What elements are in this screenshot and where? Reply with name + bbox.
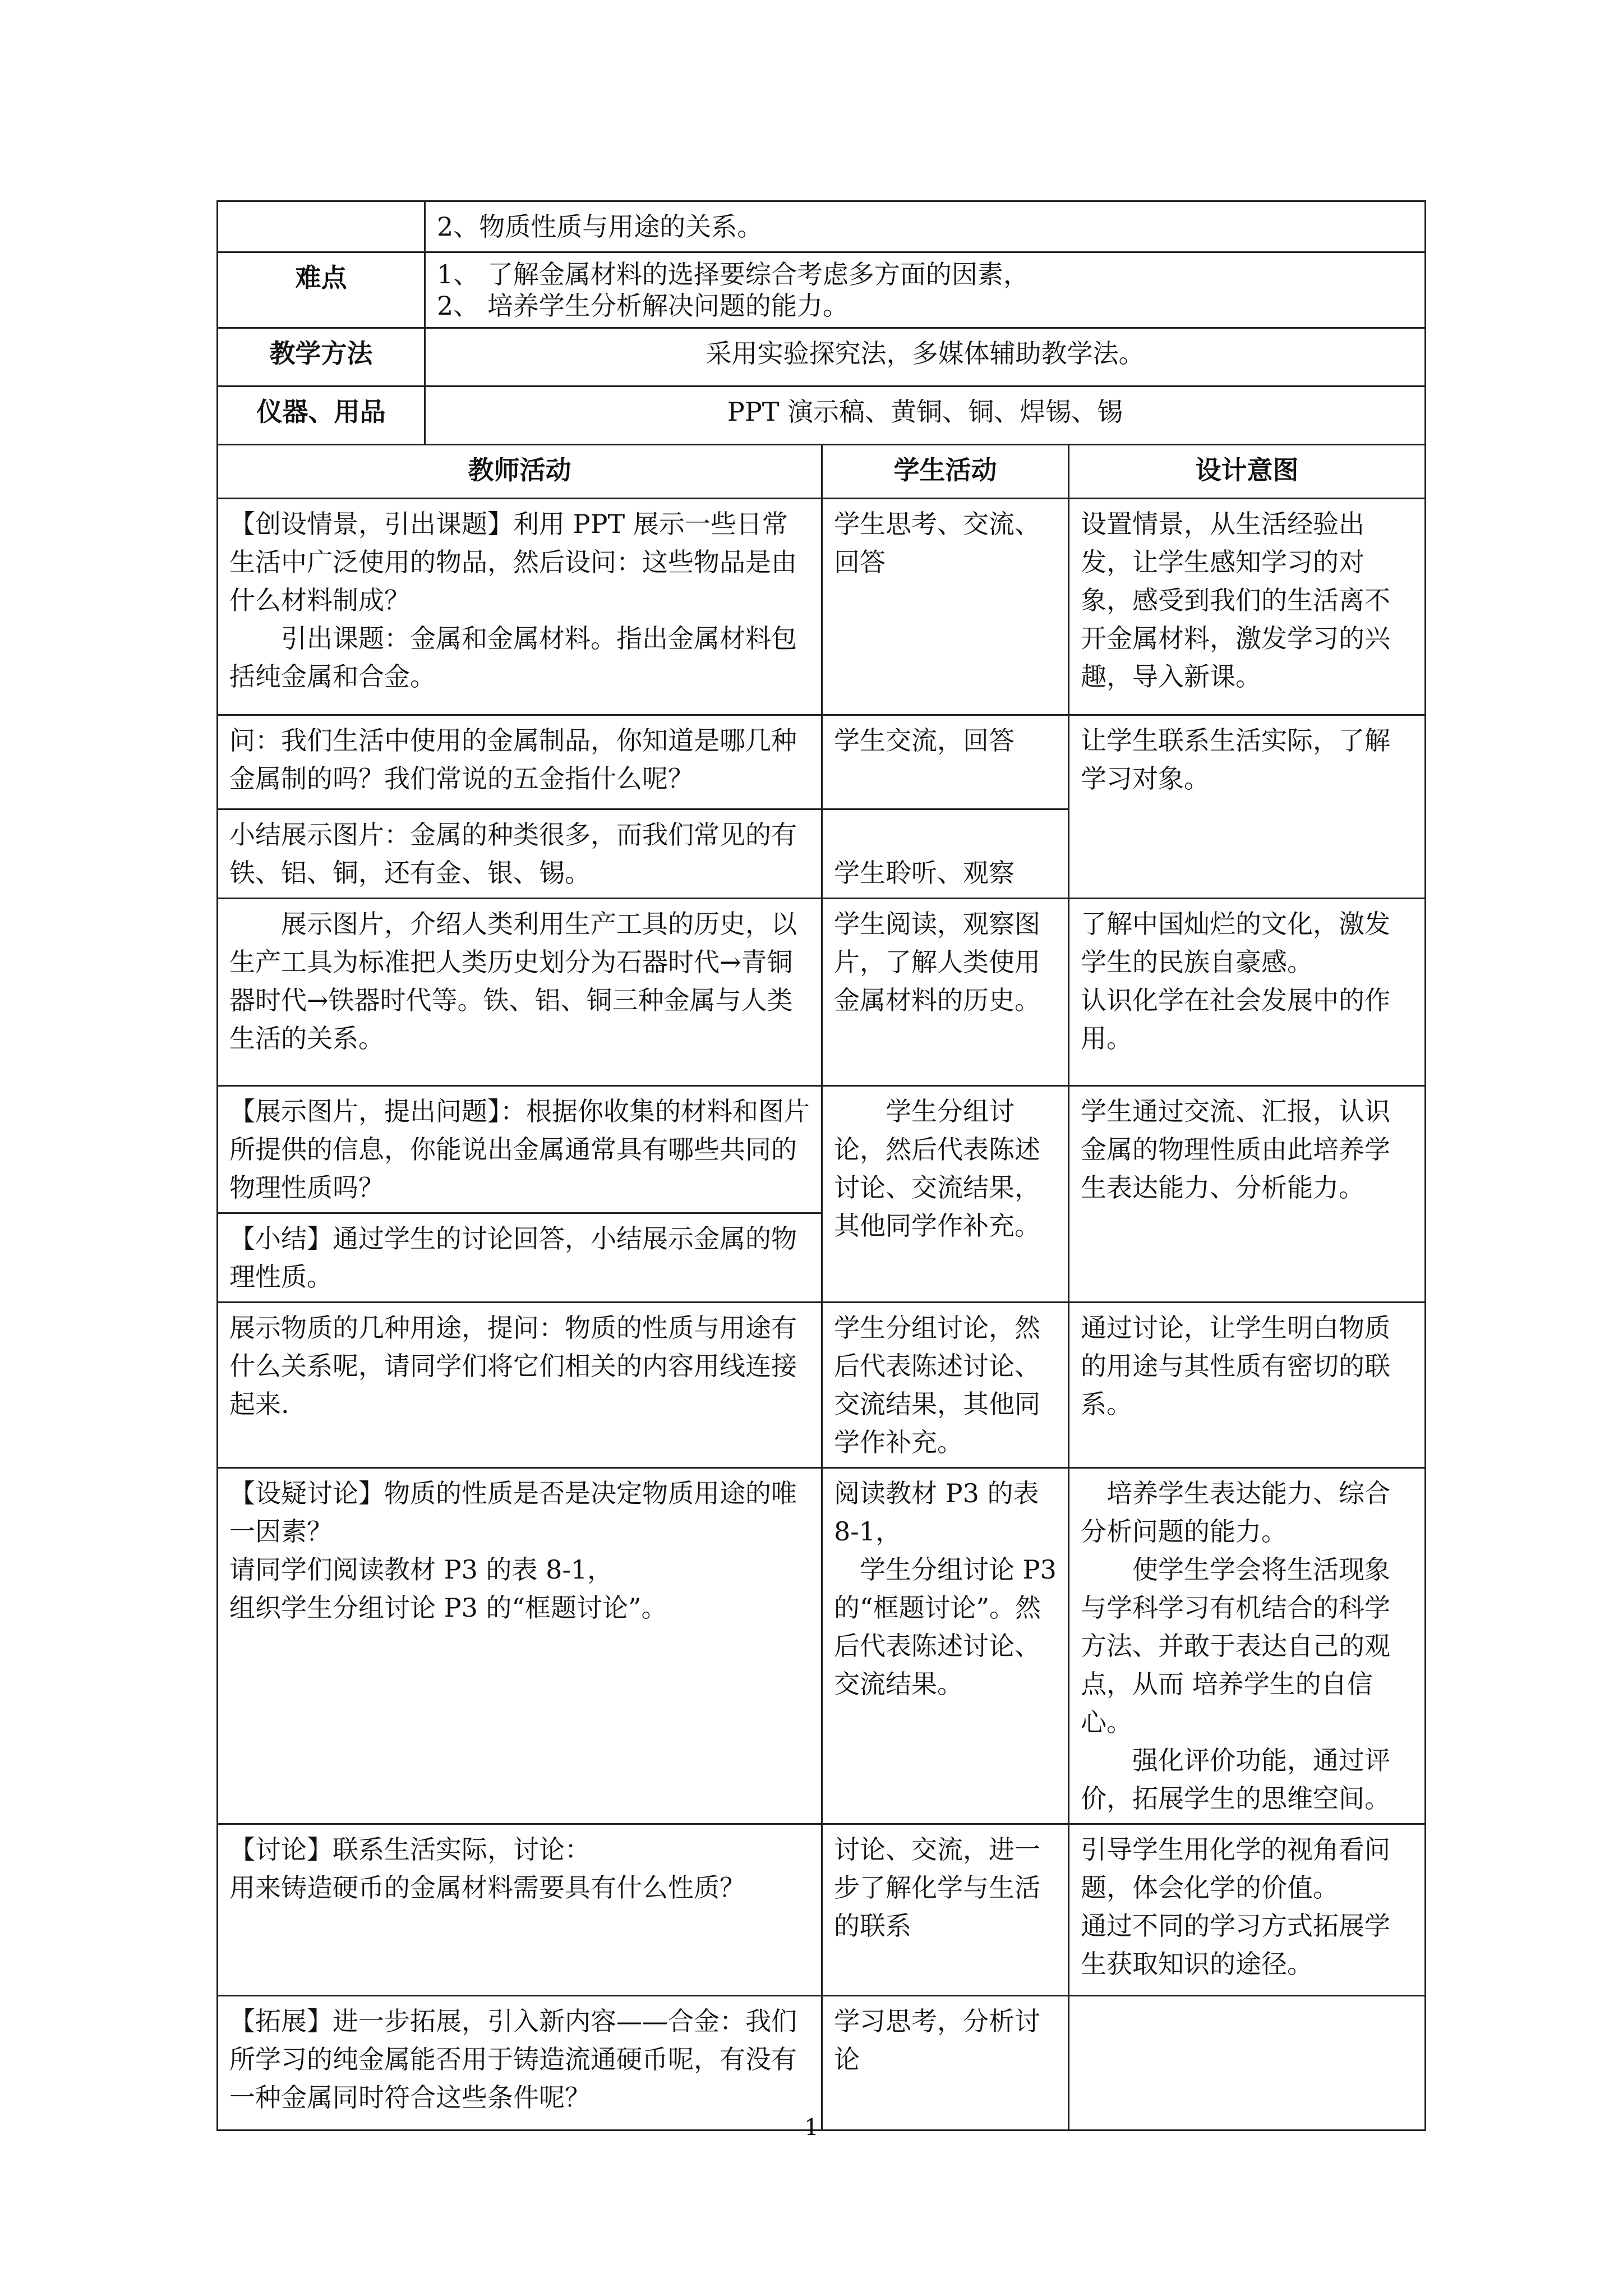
table-row	[218, 1824, 1426, 1996]
text-line: 阅读教材 P3 的表 8-1，	[834, 1478, 1039, 1547]
text-line: 【创设情景，引出课题】利用 PPT 展示一些日常生活中广泛使用的物品，然后设问：这些物品是由什么材料制成？	[229, 509, 797, 615]
design-intent: 设置情景，从生活经验出发，让学生感知学习的对象，感受到我们的生活离不开金属材料，激发学习的兴趣，导入新课。	[1069, 499, 1426, 715]
teacher-activity: 【小结】通过学生的讨论回答，小结展示金属的物理性质。	[218, 1213, 822, 1303]
teacher-activity: 问：我们生活中使用的金属制品，你知道是哪几种金属制的吗？我们常说的五金指什么呢？	[218, 715, 822, 809]
text-line: 引出课题：金属和金属材料。指出金属材料包括纯金属和合金。	[229, 623, 797, 692]
column-header-teacher: 教师活动	[218, 445, 822, 499]
student-activity: 学习思考，分析讨论	[822, 1996, 1069, 2131]
student-activity	[822, 1468, 1069, 1824]
page-number: 1	[804, 2115, 819, 2141]
column-header-intent: 设计意图	[1069, 445, 1426, 499]
text-line: 使学生学会将生活现象与学科学习有机结合的科学方法、并敢于表达自己的观点，从而 培养学生的自信心。	[1081, 1554, 1390, 1737]
teacher-activity	[218, 1824, 822, 1996]
student-activity: 学生分组讨论，然后代表陈述讨论、交流结果，其他同学作补充。	[822, 1086, 1069, 1303]
student-activity: 学生分组讨论，然后代表陈述讨论、交流结果，其他同学作补充。	[822, 1303, 1069, 1468]
text-line: 了解中国灿烂的文化，激发学生的民族自豪感。	[1081, 909, 1390, 977]
teacher-activity	[218, 499, 822, 715]
row-label: 教学方法	[218, 328, 425, 386]
table-row	[218, 252, 1426, 328]
design-intent: 通过讨论，让学生明白物质的用途与其性质有密切的联系。	[1069, 1303, 1426, 1468]
student-activity: 学生思考、交流、回答	[822, 499, 1069, 715]
text-line: 培养学生表达能力、综合分析问题的能力。	[1081, 1478, 1390, 1547]
teacher-activity: 【拓展】进一步拓展，引入新内容——合金：我们所学习的纯金属能否用于铸造流通硬币呢，有没有一种金属同时符合这些条件呢？	[218, 1996, 822, 2131]
row-label: 仪器、用品	[218, 386, 425, 445]
lesson-plan-table	[216, 200, 1426, 2131]
design-intent	[1069, 1996, 1426, 2131]
student-activity: 学生阅读，观察图片，了解人类使用金属材料的历史。	[822, 899, 1069, 1086]
table-row	[218, 499, 1426, 715]
table-row	[218, 1996, 1426, 2131]
column-header-student: 学生活动	[822, 445, 1069, 499]
table-row	[218, 1086, 1426, 1213]
text-line: 用来铸造硬币的金属材料需要具有什么性质？	[229, 1872, 745, 1903]
table-row	[218, 1468, 1426, 1824]
row-label	[218, 201, 425, 252]
text-line: 强化评价功能，通过评价，拓展学生的思维空间。	[1081, 1745, 1390, 1814]
design-intent: 让学生联系生活实际，了解学习对象。	[1069, 715, 1426, 899]
table-row	[218, 386, 1426, 445]
row-content	[425, 201, 1426, 252]
text-line: 通过不同的学习方式拓展学生获取知识的途径。	[1081, 1911, 1390, 1979]
text-line: PPT 演示稿、黄铜、铜、焊锡、锡	[727, 397, 1123, 427]
text-line: 学生分组讨论 P3 的“框题讨论”。然后代表陈述讨论、交流结果。	[834, 1554, 1057, 1699]
text-line: 【设疑讨论】物质的性质是否是决定物质用途的唯一因素？	[229, 1478, 797, 1547]
table-row	[218, 201, 1426, 252]
design-intent	[1069, 1824, 1426, 1996]
text-line: 1、 了解金属材料的选择要综合考虑多方面的因素，	[437, 259, 1029, 289]
row-content	[425, 328, 1426, 386]
text-line: 采用实验探究法，多媒体辅助教学法。	[706, 338, 1145, 369]
student-activity: 学生聆听、观察	[822, 809, 1069, 899]
student-activity: 讨论、交流，进一步了解化学与生活的联系	[822, 1824, 1069, 1996]
text-line: 引导学生用化学的视角看问题，体会化学的价值。	[1081, 1834, 1390, 1903]
column-header-row	[218, 445, 1426, 499]
teacher-activity: 展示图片，介绍人类利用生产工具的历史，以生产工具为标准把人类历史划分为石器时代→青铜器时代→铁器时代等。铁、铝、铜三种金属与人类生活的关系。	[218, 899, 822, 1086]
text-line: 【讨论】联系生活实际，讨论：	[229, 1834, 591, 1865]
table-row	[218, 715, 1426, 809]
design-intent	[1069, 899, 1426, 1086]
row-content	[425, 252, 1426, 328]
text-line: 认识化学在社会发展中的作用。	[1081, 985, 1390, 1053]
text-line: 2、物质性质与用途的关系。	[437, 211, 763, 242]
teacher-activity: 小结展示图片：金属的种类很多，而我们常见的有铁、铝、铜，还有金、银、锡。	[218, 809, 822, 899]
design-intent: 学生通过交流、汇报，认识金属的物理性质由此培养学生表达能力、分析能力。	[1069, 1086, 1426, 1303]
table-row	[218, 1303, 1426, 1468]
teacher-activity	[218, 1468, 822, 1824]
table-row	[218, 899, 1426, 1086]
text-line: 组织学生分组讨论 P3 的“框题讨论”。	[229, 1593, 667, 1623]
text-line: 请同学们阅读教材 P3 的表 8-1，	[229, 1554, 614, 1585]
text-line: 2、 培养学生分析解决问题的能力。	[437, 291, 849, 321]
table-row	[218, 328, 1426, 386]
teacher-activity: 【展示图片，提出问题】：根据你收集的材料和图片所提供的信息，你能说出金属通常具有哪些共同的物理性质吗？	[218, 1086, 822, 1213]
row-content	[425, 386, 1426, 445]
design-intent	[1069, 1468, 1426, 1824]
teacher-activity: 展示物质的几种用途，提问：物质的性质与用途有什么关系呢，请同学们将它们相关的内容用线连接起来.	[218, 1303, 822, 1468]
student-activity: 学生交流，回答	[822, 715, 1069, 809]
row-label: 难点	[218, 252, 425, 328]
